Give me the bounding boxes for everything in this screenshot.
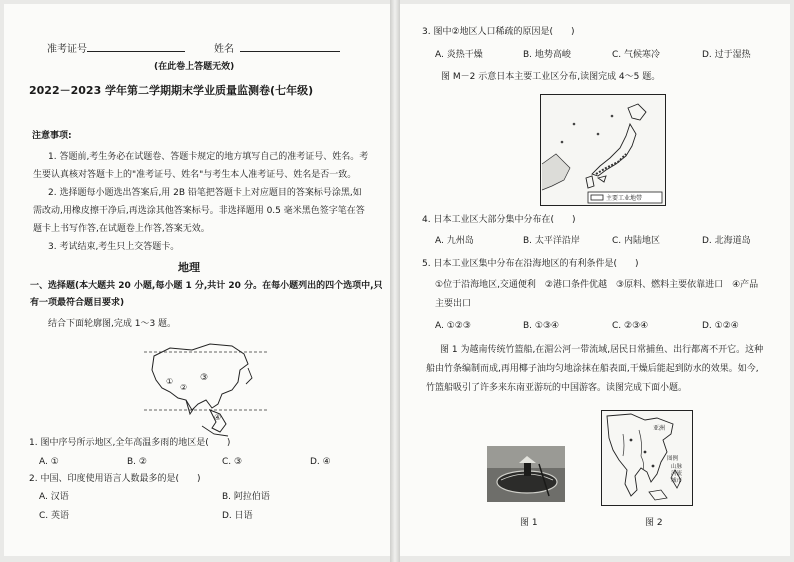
map1-mark-4: ④ [214, 413, 222, 422]
q4-option-c[interactable]: C. 内陆地区 [612, 236, 661, 246]
q1-option-d[interactable]: D. ④ [310, 457, 331, 467]
map2-intro: 图 M－2 示意日本主要工业区分布,读图完成 4～5 题。 [441, 72, 661, 82]
section1-intro: 结合下面轮廓图,完成 1～3 题。 [48, 319, 177, 329]
q3-option-b[interactable]: B. 地势高峻 [523, 50, 571, 60]
q5-option-a[interactable]: A. ①②③ [435, 321, 471, 331]
note-3: 3. 考试结束,考生只上交答题卡。 [48, 242, 180, 252]
q5-statements-b: 主要出口 [435, 299, 472, 309]
passage-line-1: 图 1 为越南传统竹篮船,在湄公河一带流域,居民日常捕鱼、出行都离不开它。这种 [440, 345, 764, 355]
fig2-legend-city: 城市 [671, 478, 683, 484]
note-1b: 生要认真核对答题卡上的"准考证号、姓名"与考生本人准考证号、姓名是否一致。 [33, 170, 357, 180]
basket-boat-photo [487, 446, 565, 502]
note-2a: 2. 选择题每小题选出答案后,用 2B 铅笔把答题卡上对应题目的答案标号涂黑,如 [48, 188, 362, 198]
q2-option-b[interactable]: B. 阿拉伯语 [222, 492, 270, 502]
q2-stem: 2. 中国、印度使用语言人数最多的是( ) [29, 474, 201, 484]
name-label: 姓名 [214, 44, 234, 55]
asia-outline-map [140, 338, 272, 440]
q2-option-a[interactable]: A. 汉语 [39, 492, 69, 502]
q4-option-b[interactable]: B. 太平洋沿岸 [523, 236, 580, 246]
passage-line-2: 船由竹条编制而成,再用椰子油均匀地涂抹在船表面,干燥后能起到防水的效果。如今, [426, 364, 759, 374]
q3-option-a[interactable]: A. 炎热干燥 [435, 50, 483, 60]
section1-heading-a: 一、选择题(本大题共 20 小题,每小题 1 分,共计 20 分。在每小题列出的四个选项中,只 [30, 281, 383, 291]
exam-number-label: 准考证号 [47, 44, 87, 55]
q1-stem: 1. 图中序号所示地区,全年高温多雨的地区是( ) [29, 438, 231, 448]
map2-legend-label: 主要工业地带 [606, 195, 643, 202]
name-line[interactable] [240, 41, 340, 52]
invalid-note: (在此卷上答题无效) [154, 62, 235, 72]
fig2-legend-title: 图例 [667, 456, 679, 462]
fig1-caption: 图 1 [520, 518, 538, 528]
q2-option-c[interactable]: C. 英语 [39, 511, 70, 521]
exam-number-field[interactable] [47, 41, 185, 57]
map1-mark-2: ② [180, 383, 188, 392]
q5-option-c[interactable]: C. ②③④ [612, 321, 649, 331]
q4-stem: 4. 日本工业区大部分集中分布在( ) [422, 215, 576, 225]
passage-line-3: 竹篮船吸引了许多来东南亚游玩的中国游客。读图完成下面小题。 [426, 383, 688, 393]
q4-option-d[interactable]: D. 北海道岛 [702, 236, 751, 246]
section1-heading-b: 有一项最符合题目要求) [30, 298, 125, 308]
q3-option-c[interactable]: C. 气候寒冷 [612, 50, 661, 60]
subject-title: 地理 [178, 261, 200, 274]
q1-option-a[interactable]: A. ① [39, 457, 59, 467]
name-field[interactable] [214, 41, 340, 57]
fig2-label-asia: 亚洲 [653, 425, 666, 432]
exam-number-line[interactable] [87, 41, 185, 52]
map1-mark-3: ③ [200, 373, 209, 383]
q1-option-b[interactable]: B. ② [127, 457, 147, 467]
q3-option-d[interactable]: D. 过于湿热 [702, 50, 751, 60]
note-1a: 1. 答题前,考生务必在试题卷、答题卡规定的地方填写自己的准考证号、姓名。考 [48, 152, 369, 162]
fig2-legend-river: 河流 [671, 471, 683, 477]
exam-title: 2022－2023 学年第二学期期末学业质量监测卷(七年级) [29, 84, 314, 97]
note-2b: 需改动,用橡皮擦干净后,再选涂其他答案标号。非选择题用 0.5 毫米黑色签字笔在答 [33, 206, 365, 216]
japan-industry-map [540, 94, 666, 206]
southeast-asia-map [601, 410, 693, 506]
q5-stem: 5. 日本工业区集中分布在沿海地区的有利条件是( ) [422, 259, 639, 269]
note-2c: 题卡上书写作答,在试题卷上作答,答案无效。 [33, 224, 210, 234]
map1-mark-1: ① [166, 377, 174, 386]
fig2-caption: 图 2 [645, 518, 663, 528]
q1-option-c[interactable]: C. ③ [222, 457, 243, 467]
notes-heading: 注意事项: [32, 131, 72, 141]
q3-stem: 3. 图中②地区人口稀疏的原因是( ) [422, 27, 575, 37]
q5-option-b[interactable]: B. ①③④ [523, 321, 560, 331]
q2-option-d[interactable]: D. 日语 [222, 511, 253, 521]
q5-option-d[interactable]: D. ①②④ [702, 321, 739, 331]
fig2-legend-mountain: 山脉 [671, 464, 683, 470]
q4-option-a[interactable]: A. 九州岛 [435, 236, 474, 246]
page-fold [390, 0, 400, 562]
q5-statements-a: ①位于沿海地区,交通便利 ②港口条件优越 ③原料、燃料主要依靠进口 ④产品 [435, 280, 759, 290]
